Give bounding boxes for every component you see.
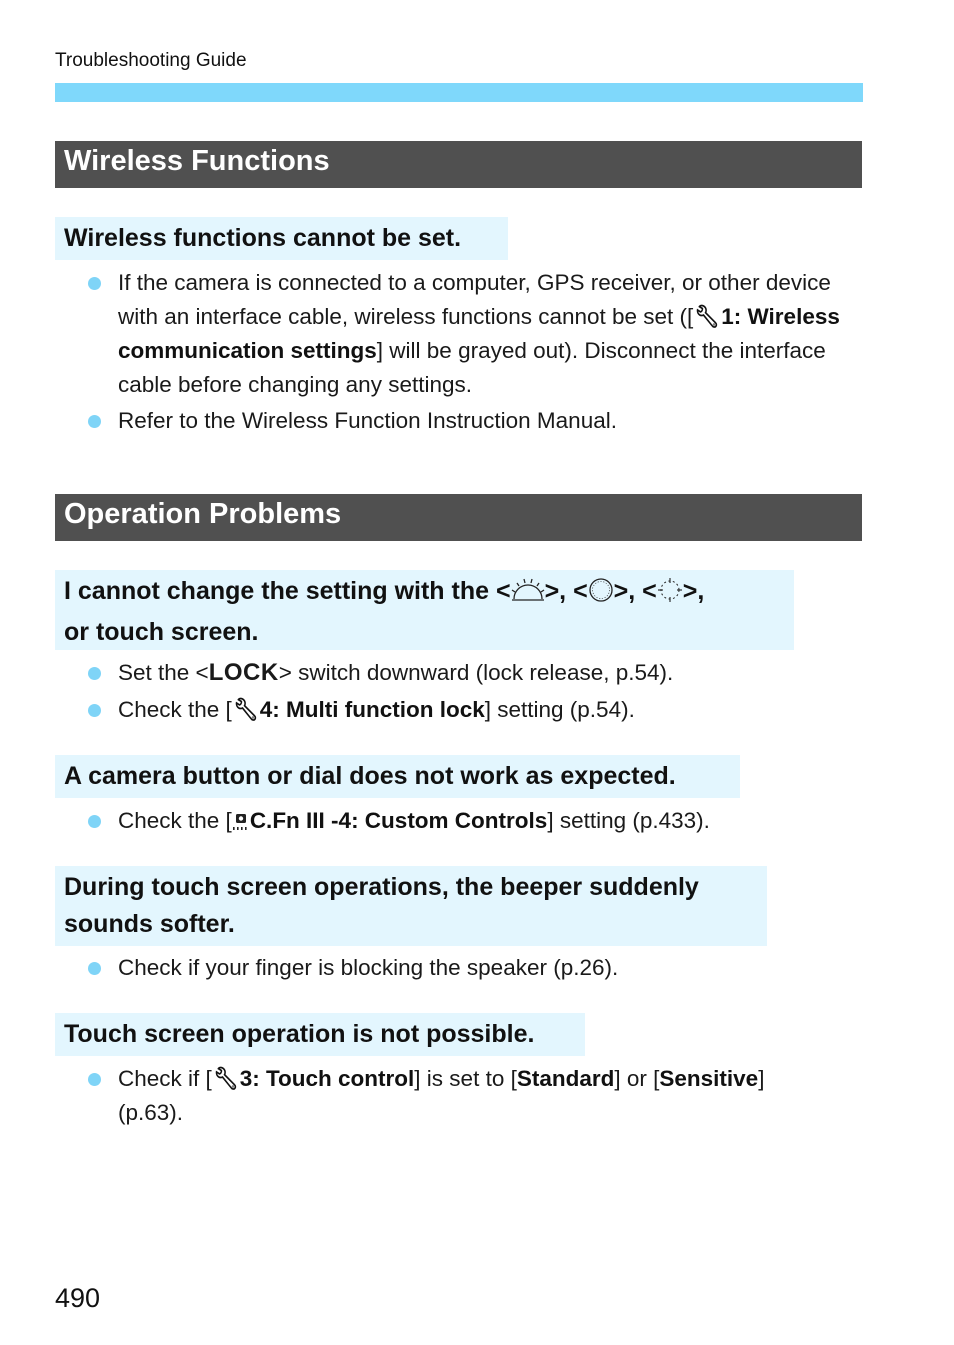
bullet-list <box>86 804 866 842</box>
list-item: Check if your finger is blocking the speaker (p.26). <box>86 951 866 985</box>
section-title: Operation Problems <box>64 498 342 530</box>
wrench-setup-icon: 🔧︎ <box>233 697 259 722</box>
running-head: Troubleshooting Guide <box>55 50 247 71</box>
bullet-list <box>86 1062 866 1130</box>
topic-heading: During touch screen operations, the beeper suddenly sounds softer. <box>55 866 767 946</box>
bullet-icon <box>88 1073 101 1086</box>
wrench-setup-icon: 🔧︎ <box>694 304 720 329</box>
custom-functions-camera-icon <box>232 808 250 842</box>
list-item: Check if [🔧︎3: Touch control] is set to [Standard] or [Sensitive] (p.63). <box>86 1062 866 1130</box>
list-item: Check the [ C.Fn III -4: Custom Controls] setting (p.433). <box>86 804 866 842</box>
topic-heading: A camera button or dial does not work as expected. <box>55 755 740 798</box>
header-accent-bar <box>55 83 863 102</box>
list-item: Set the <LOCK> switch downward (lock release, p.54). <box>86 656 866 690</box>
wrench-setup-icon: 🔧︎ <box>213 1066 239 1091</box>
page-number: 490 <box>55 1283 101 1313</box>
main-dial-icon <box>511 577 545 614</box>
bullet-icon <box>88 704 101 717</box>
lock-switch-label: LOCK <box>208 659 279 686</box>
topic-heading: Touch screen operation is not possible. <box>55 1013 585 1056</box>
list-item: Refer to the Wireless Function Instruction Manual. <box>86 404 866 438</box>
multi-controller-icon <box>657 577 683 614</box>
list-item: Check the [🔧︎4: Multi function lock] setting (p.54). <box>86 693 866 727</box>
bullet-list <box>86 266 866 438</box>
bullet-icon <box>88 415 101 428</box>
bullet-icon <box>88 277 101 290</box>
topic-heading: I cannot change the setting with the < >, < >, < >, or touch screen. <box>55 570 794 650</box>
bullet-list <box>86 656 866 727</box>
bullet-icon <box>88 667 101 680</box>
topic-heading: Wireless functions cannot be set. <box>55 217 508 260</box>
section-title-wireless-functions <box>55 141 862 188</box>
section-title-operation-problems <box>55 494 862 541</box>
section-title: Wireless Functions <box>64 145 330 177</box>
quick-control-dial-icon <box>588 577 614 614</box>
bullet-icon <box>88 815 101 828</box>
bullet-icon <box>88 962 101 975</box>
bullet-list <box>86 951 866 985</box>
list-item: If the camera is connected to a computer, GPS receiver, or other device with an interface cable, wireless functions cannot be set ([🔧︎1: Wireless communication settings] will be grayed out). Disconnect the interface cable before changing any settings. <box>86 266 866 402</box>
